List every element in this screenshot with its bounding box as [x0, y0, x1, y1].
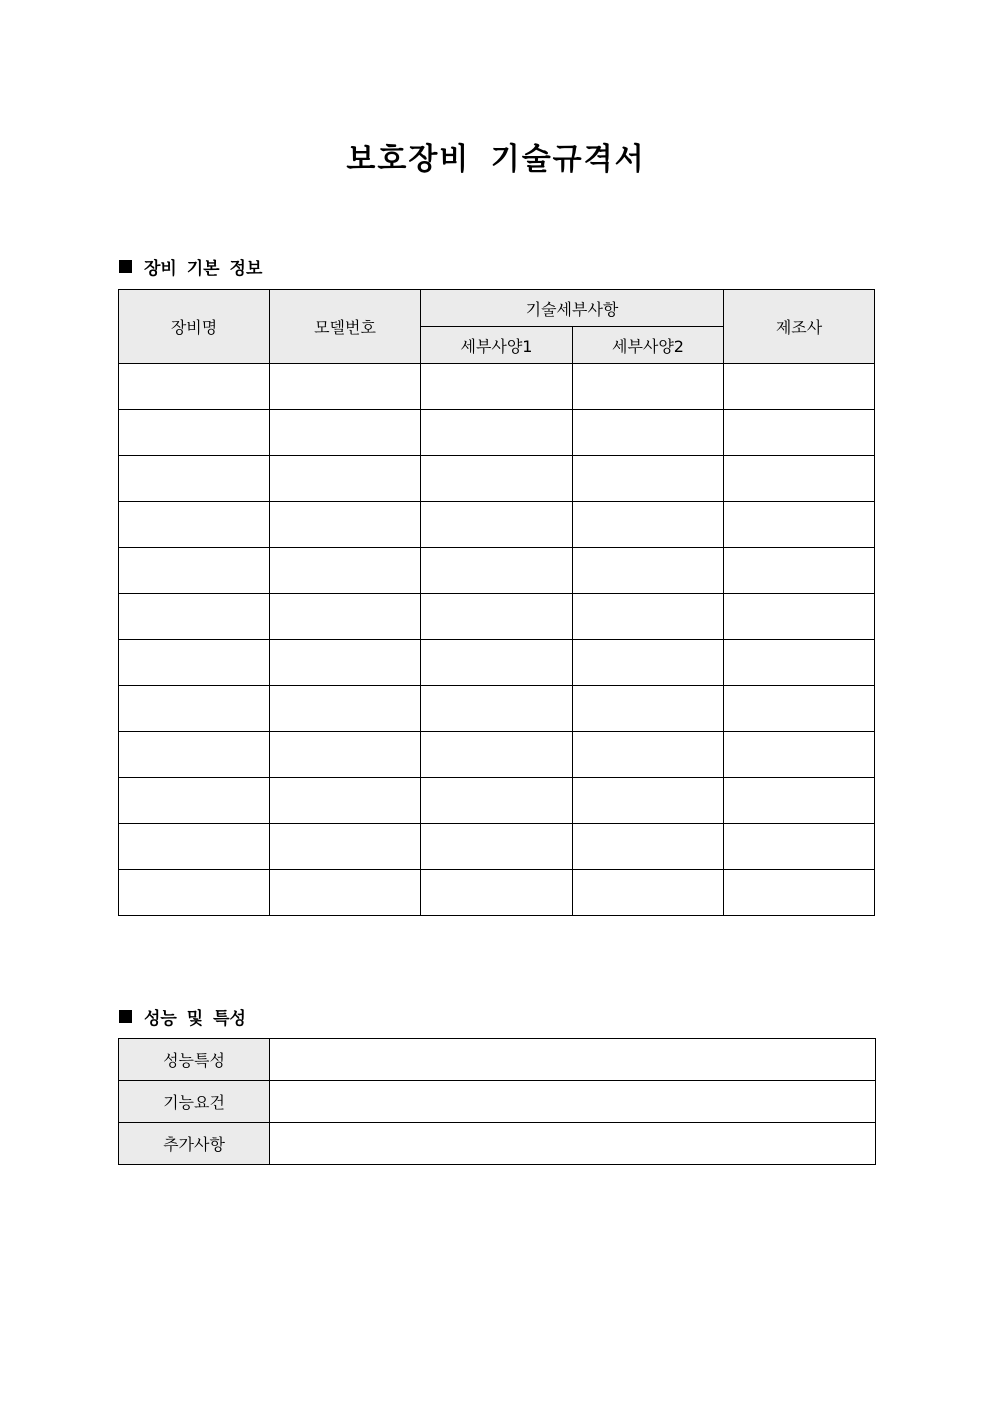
square-bullet-icon	[119, 260, 132, 273]
table-cell[interactable]	[270, 732, 421, 778]
row-label-performance: 성능특성	[119, 1039, 270, 1081]
table-cell[interactable]	[119, 824, 270, 870]
table-cell[interactable]	[421, 456, 573, 502]
column-header-equipment-name: 장비명	[119, 290, 270, 364]
table-cell[interactable]	[421, 824, 573, 870]
table-cell[interactable]	[270, 870, 421, 916]
table-cell[interactable]	[421, 778, 573, 824]
table-cell[interactable]	[421, 870, 573, 916]
table-row	[119, 824, 875, 870]
table-cell[interactable]	[724, 456, 875, 502]
table-cell[interactable]	[724, 870, 875, 916]
table-cell[interactable]	[270, 824, 421, 870]
section-heading-basic-info	[119, 254, 262, 279]
table-row	[119, 594, 875, 640]
table-cell[interactable]	[421, 640, 573, 686]
table-cell[interactable]	[119, 870, 270, 916]
table-cell[interactable]	[421, 548, 573, 594]
table-row	[119, 364, 875, 410]
table-cell[interactable]	[724, 732, 875, 778]
column-header-detail2: 세부사양2	[573, 327, 724, 364]
table-cell[interactable]	[119, 640, 270, 686]
column-header-tech-details: 기술세부사항	[421, 290, 724, 327]
column-header-manufacturer: 제조사	[724, 290, 875, 364]
table-cell[interactable]	[724, 778, 875, 824]
table-cell[interactable]	[119, 594, 270, 640]
row-label-additional: 추가사항	[119, 1123, 270, 1165]
table-cell[interactable]	[573, 410, 724, 456]
table-row	[119, 502, 875, 548]
table-cell[interactable]	[573, 686, 724, 732]
table-cell[interactable]	[724, 824, 875, 870]
table-cell[interactable]	[119, 778, 270, 824]
table-row	[119, 456, 875, 502]
table-cell[interactable]	[270, 778, 421, 824]
table-cell[interactable]	[119, 502, 270, 548]
input-cell-requirements[interactable]	[270, 1081, 876, 1123]
table-cell[interactable]	[724, 364, 875, 410]
table-cell[interactable]	[119, 686, 270, 732]
input-cell-performance[interactable]	[270, 1039, 876, 1081]
table-cell[interactable]	[270, 364, 421, 410]
table-cell[interactable]	[421, 732, 573, 778]
table-cell[interactable]	[573, 364, 724, 410]
table-cell[interactable]	[573, 640, 724, 686]
table-cell[interactable]	[270, 502, 421, 548]
table-cell[interactable]	[270, 594, 421, 640]
table-cell[interactable]	[270, 686, 421, 732]
column-header-model-number: 모델번호	[270, 290, 421, 364]
table-cell[interactable]	[119, 548, 270, 594]
table-cell[interactable]	[270, 410, 421, 456]
square-bullet-icon	[119, 1010, 132, 1023]
table-cell[interactable]	[421, 410, 573, 456]
table-cell[interactable]	[573, 594, 724, 640]
table-row	[119, 732, 875, 778]
column-header-detail1: 세부사양1	[421, 327, 573, 364]
table-row	[119, 1081, 876, 1123]
table-cell[interactable]	[119, 410, 270, 456]
table-cell[interactable]	[573, 732, 724, 778]
table-row	[119, 686, 875, 732]
table-row	[119, 410, 875, 456]
table-cell[interactable]	[573, 870, 724, 916]
table-row	[119, 548, 875, 594]
section-heading-label: 장비 기본 정보	[144, 259, 263, 279]
performance-table	[118, 1038, 876, 1165]
equipment-info-table	[118, 289, 875, 916]
table-cell[interactable]	[270, 456, 421, 502]
table-cell[interactable]	[573, 778, 724, 824]
row-label-requirements: 기능요건	[119, 1081, 270, 1123]
input-cell-additional[interactable]	[270, 1123, 876, 1165]
table-header-row	[119, 290, 875, 327]
table-cell[interactable]	[724, 410, 875, 456]
section-heading-performance	[119, 1004, 246, 1029]
table-cell[interactable]	[573, 456, 724, 502]
table-cell[interactable]	[119, 732, 270, 778]
table-cell[interactable]	[421, 594, 573, 640]
table-cell[interactable]	[119, 456, 270, 502]
table-cell[interactable]	[724, 686, 875, 732]
table-cell[interactable]	[724, 640, 875, 686]
table-cell[interactable]	[573, 502, 724, 548]
table-cell[interactable]	[421, 502, 573, 548]
table-cell[interactable]	[421, 686, 573, 732]
table-cell[interactable]	[270, 640, 421, 686]
table-cell[interactable]	[724, 548, 875, 594]
table-row	[119, 1039, 876, 1081]
table-row	[119, 778, 875, 824]
table-cell[interactable]	[119, 364, 270, 410]
table-cell[interactable]	[724, 502, 875, 548]
table-cell[interactable]	[573, 548, 724, 594]
table-row	[119, 640, 875, 686]
section-heading-label: 성능 및 특성	[144, 1009, 246, 1029]
page-title: 보호장비 기술규격서	[346, 142, 646, 177]
table-cell[interactable]	[573, 824, 724, 870]
table-row	[119, 870, 875, 916]
table-cell[interactable]	[724, 594, 875, 640]
table-row	[119, 1123, 876, 1165]
table-cell[interactable]	[421, 364, 573, 410]
table-cell[interactable]	[270, 548, 421, 594]
